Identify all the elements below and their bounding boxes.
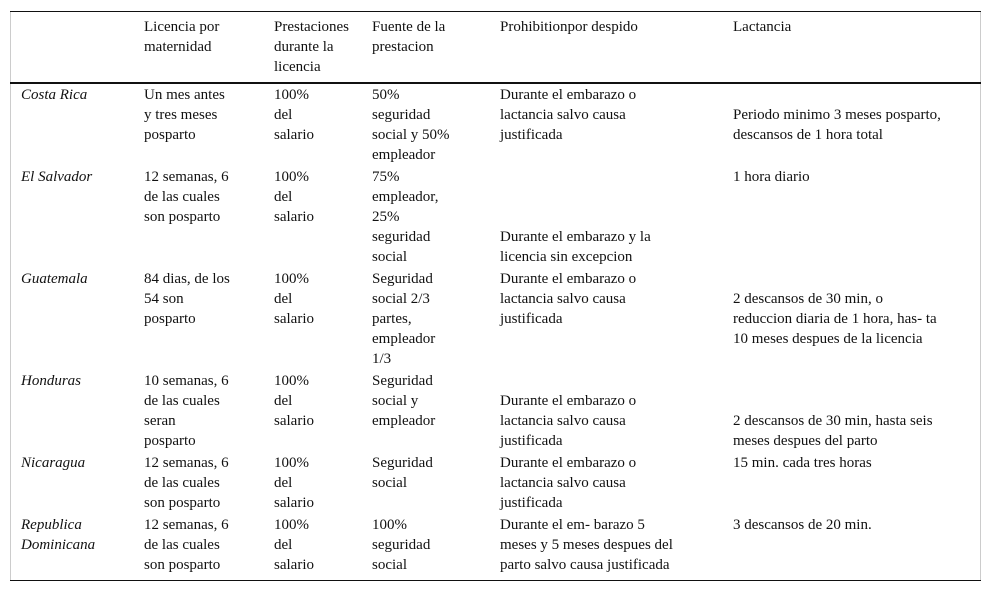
row-0-prestaciones-line: salario: [274, 127, 314, 143]
header-prestaciones-line: Prestaciones: [274, 19, 349, 35]
row-5-prohibicion-line: meses y 5 meses despues del: [500, 537, 673, 553]
row-5-fuente-line: social: [372, 557, 407, 573]
row-5-prestaciones-line: del: [274, 537, 293, 553]
row-0-fuente: [372, 85, 449, 165]
row-2-maternidad-line: posparto: [144, 311, 196, 327]
row-2-lactancia: [733, 289, 937, 349]
row-4-country-line: Nicaragua: [21, 455, 86, 471]
row-2-prohibicion: [500, 269, 636, 329]
row-0-prestaciones-line: 100%: [274, 87, 309, 103]
row-1-maternidad-line: 12 semanas, 6: [144, 169, 229, 185]
row-0-prohibicion: [500, 85, 636, 145]
row-2-fuente-line: social 2/3: [372, 291, 430, 307]
row-1-prestaciones-line: 100%: [274, 169, 309, 185]
row-0-maternidad-line: Un mes antes: [144, 87, 225, 103]
row-1-fuente-line: seguridad: [372, 229, 431, 245]
row-4-prohibicion-line: justificada: [500, 495, 563, 511]
row-3-maternidad-line: de las cuales: [144, 393, 220, 409]
row-0-country-line: Costa Rica: [21, 87, 88, 103]
header-fuente: [372, 17, 445, 57]
row-0-lactancia: [733, 105, 941, 145]
row-3-prohibicion-line: justificada: [500, 433, 563, 449]
row-5-prestaciones-line: salario: [274, 557, 314, 573]
row-4-prestaciones-line: 100%: [274, 455, 309, 471]
row-1-prohibicion: [500, 227, 651, 267]
row-5-maternidad-line: de las cuales: [144, 537, 220, 553]
row-2-lactancia-line: reduccion diaria de 1 hora, has- ta: [733, 311, 937, 327]
header-maternidad-line: Licencia por: [144, 19, 220, 35]
row-0-prestaciones: [274, 85, 314, 145]
header-maternidad-line: maternidad: [144, 39, 212, 55]
row-5-country-line: Republica: [21, 517, 82, 533]
row-5-country: [21, 515, 95, 555]
row-4-maternidad-line: de las cuales: [144, 475, 220, 491]
table-header-rule: [10, 82, 981, 84]
row-5-prohibicion-line: Durante el em- barazo 5: [500, 517, 645, 533]
row-3-fuente-line: Seguridad: [372, 373, 433, 389]
row-3-maternidad: [144, 371, 229, 451]
header-fuente-line: Fuente de la: [372, 19, 446, 35]
row-3-prohibicion: [500, 391, 636, 451]
row-3-fuente: [372, 371, 435, 431]
row-5-prestaciones-line: 100%: [274, 517, 309, 533]
row-1-maternidad: [144, 167, 229, 227]
row-0-prohibicion-line: justificada: [500, 127, 563, 143]
row-1-lactancia-line: 1 hora diario: [733, 169, 810, 185]
row-0-maternidad: [144, 85, 225, 145]
row-2-prestaciones-line: del: [274, 291, 293, 307]
row-4-prestaciones-line: salario: [274, 495, 314, 511]
row-2-fuente-line: empleador: [372, 331, 436, 347]
row-3-maternidad-line: seran: [144, 413, 176, 429]
row-1-fuente-line: empleador,: [372, 189, 439, 205]
row-3-lactancia: [733, 411, 933, 451]
row-4-maternidad-line: 12 semanas, 6: [144, 455, 229, 471]
row-5-maternidad-line: 12 semanas, 6: [144, 517, 229, 533]
row-2-maternidad: [144, 269, 230, 329]
row-1-prestaciones-line: del: [274, 189, 293, 205]
header-lactancia: [733, 17, 791, 37]
row-3-prestaciones: [274, 371, 314, 431]
row-5-lactancia: [733, 515, 872, 535]
row-4-country: [21, 453, 85, 473]
row-4-prestaciones: [274, 453, 314, 513]
row-0-maternidad-line: posparto: [144, 127, 196, 143]
row-3-prestaciones-line: del: [274, 393, 293, 409]
row-4-prohibicion: [500, 453, 636, 513]
row-0-fuente-line: empleador: [372, 147, 436, 163]
row-5-country-line: Dominicana: [21, 537, 96, 553]
row-0-lactancia-line: descansos de 1 hora total: [733, 127, 883, 143]
header-fuente-line: prestacion: [372, 39, 434, 55]
row-1-country: [21, 167, 92, 187]
row-3-country: [21, 371, 81, 391]
row-1-prohibicion-line: licencia sin excepcion: [500, 249, 633, 265]
row-5-lactancia-line: 3 descansos de 20 min.: [733, 517, 872, 533]
header-prestaciones-line: durante la: [274, 39, 334, 55]
row-5-prestaciones: [274, 515, 314, 575]
header-prestaciones-line: licencia: [274, 59, 321, 75]
header-maternidad: [144, 17, 219, 57]
row-1-prestaciones: [274, 167, 314, 227]
row-4-fuente-line: Seguridad: [372, 455, 433, 471]
row-1-fuente-line: 75%: [372, 169, 400, 185]
row-0-fuente-line: seguridad: [372, 107, 431, 123]
row-5-fuente: [372, 515, 430, 575]
row-3-maternidad-line: posparto: [144, 433, 196, 449]
row-2-lactancia-line: 10 meses despues de la licencia: [733, 331, 923, 347]
row-2-maternidad-line: 54 son: [144, 291, 184, 307]
row-2-fuente-line: Seguridad: [372, 271, 433, 287]
row-1-fuente-line: 25%: [372, 209, 400, 225]
row-4-fuente: [372, 453, 433, 493]
row-4-prestaciones-line: del: [274, 475, 293, 491]
row-1-prohibicion-line: Durante el embarazo y la: [500, 229, 651, 245]
row-1-maternidad-line: de las cuales: [144, 189, 220, 205]
row-5-prohibicion: [500, 515, 673, 575]
row-2-fuente-line: 1/3: [372, 351, 392, 367]
row-0-prohibicion-line: Durante el embarazo o: [500, 87, 637, 103]
row-3-prestaciones-line: 100%: [274, 373, 309, 389]
row-2-country-line: Guatemala: [21, 271, 88, 287]
row-2-prohibicion-line: justificada: [500, 311, 563, 327]
row-0-country: [21, 85, 87, 105]
row-4-maternidad: [144, 453, 229, 513]
row-4-prohibicion-line: lactancia salvo causa: [500, 475, 626, 491]
row-1-maternidad-line: son posparto: [144, 209, 221, 225]
row-2-prohibicion-line: lactancia salvo causa: [500, 291, 626, 307]
row-2-fuente: [372, 269, 435, 369]
row-4-lactancia-line: 15 min. cada tres horas: [733, 455, 872, 471]
row-5-fuente-line: seguridad: [372, 537, 431, 553]
row-0-prestaciones-line: del: [274, 107, 293, 123]
row-4-maternidad-line: son posparto: [144, 495, 221, 511]
header-prohibicion: [500, 17, 638, 37]
row-2-lactancia-line: 2 descansos de 30 min, o: [733, 291, 883, 307]
row-5-fuente-line: 100%: [372, 517, 407, 533]
header-prestaciones: [274, 17, 349, 77]
row-1-fuente-line: social: [372, 249, 407, 265]
row-0-prohibicion-line: lactancia salvo causa: [500, 107, 626, 123]
row-5-maternidad: [144, 515, 229, 575]
row-3-prohibicion-line: Durante el embarazo o: [500, 393, 637, 409]
row-4-fuente-line: social: [372, 475, 407, 491]
row-2-prestaciones-line: salario: [274, 311, 314, 327]
row-2-prestaciones-line: 100%: [274, 271, 309, 287]
row-3-lactancia-line: meses despues del parto: [733, 433, 878, 449]
row-2-prestaciones: [274, 269, 314, 329]
row-0-fuente-line: social y 50%: [372, 127, 450, 143]
row-3-maternidad-line: 10 semanas, 6: [144, 373, 229, 389]
row-5-maternidad-line: son posparto: [144, 557, 221, 573]
row-5-prohibicion-line: parto salvo causa justificada: [500, 557, 670, 573]
row-1-country-line: El Salvador: [21, 169, 93, 185]
row-2-prohibicion-line: Durante el embarazo o: [500, 271, 637, 287]
header-prohibicion-line: Prohibitionpor despido: [500, 19, 638, 35]
row-0-maternidad-line: y tres meses: [144, 107, 218, 123]
row-3-fuente-line: social y: [372, 393, 419, 409]
header-lactancia-line: Lactancia: [733, 19, 792, 35]
row-0-fuente-line: 50%: [372, 87, 400, 103]
row-2-country: [21, 269, 88, 289]
row-0-lactancia-line: Periodo minimo 3 meses posparto,: [733, 107, 941, 123]
row-3-fuente-line: empleador: [372, 413, 436, 429]
row-4-lactancia: [733, 453, 872, 473]
row-3-lactancia-line: 2 descansos de 30 min, hasta seis: [733, 413, 933, 429]
row-2-maternidad-line: 84 dias, de los: [144, 271, 230, 287]
row-3-prestaciones-line: salario: [274, 413, 314, 429]
row-2-fuente-line: partes,: [372, 311, 412, 327]
row-3-prohibicion-line: lactancia salvo causa: [500, 413, 626, 429]
row-4-prohibicion-line: Durante el embarazo o: [500, 455, 637, 471]
table-bottom-rule: [10, 580, 981, 581]
row-1-prestaciones-line: salario: [274, 209, 314, 225]
table-top-rule: [10, 11, 981, 12]
row-1-fuente: [372, 167, 438, 267]
row-1-lactancia: [733, 167, 810, 187]
row-3-country-line: Honduras: [21, 373, 82, 389]
